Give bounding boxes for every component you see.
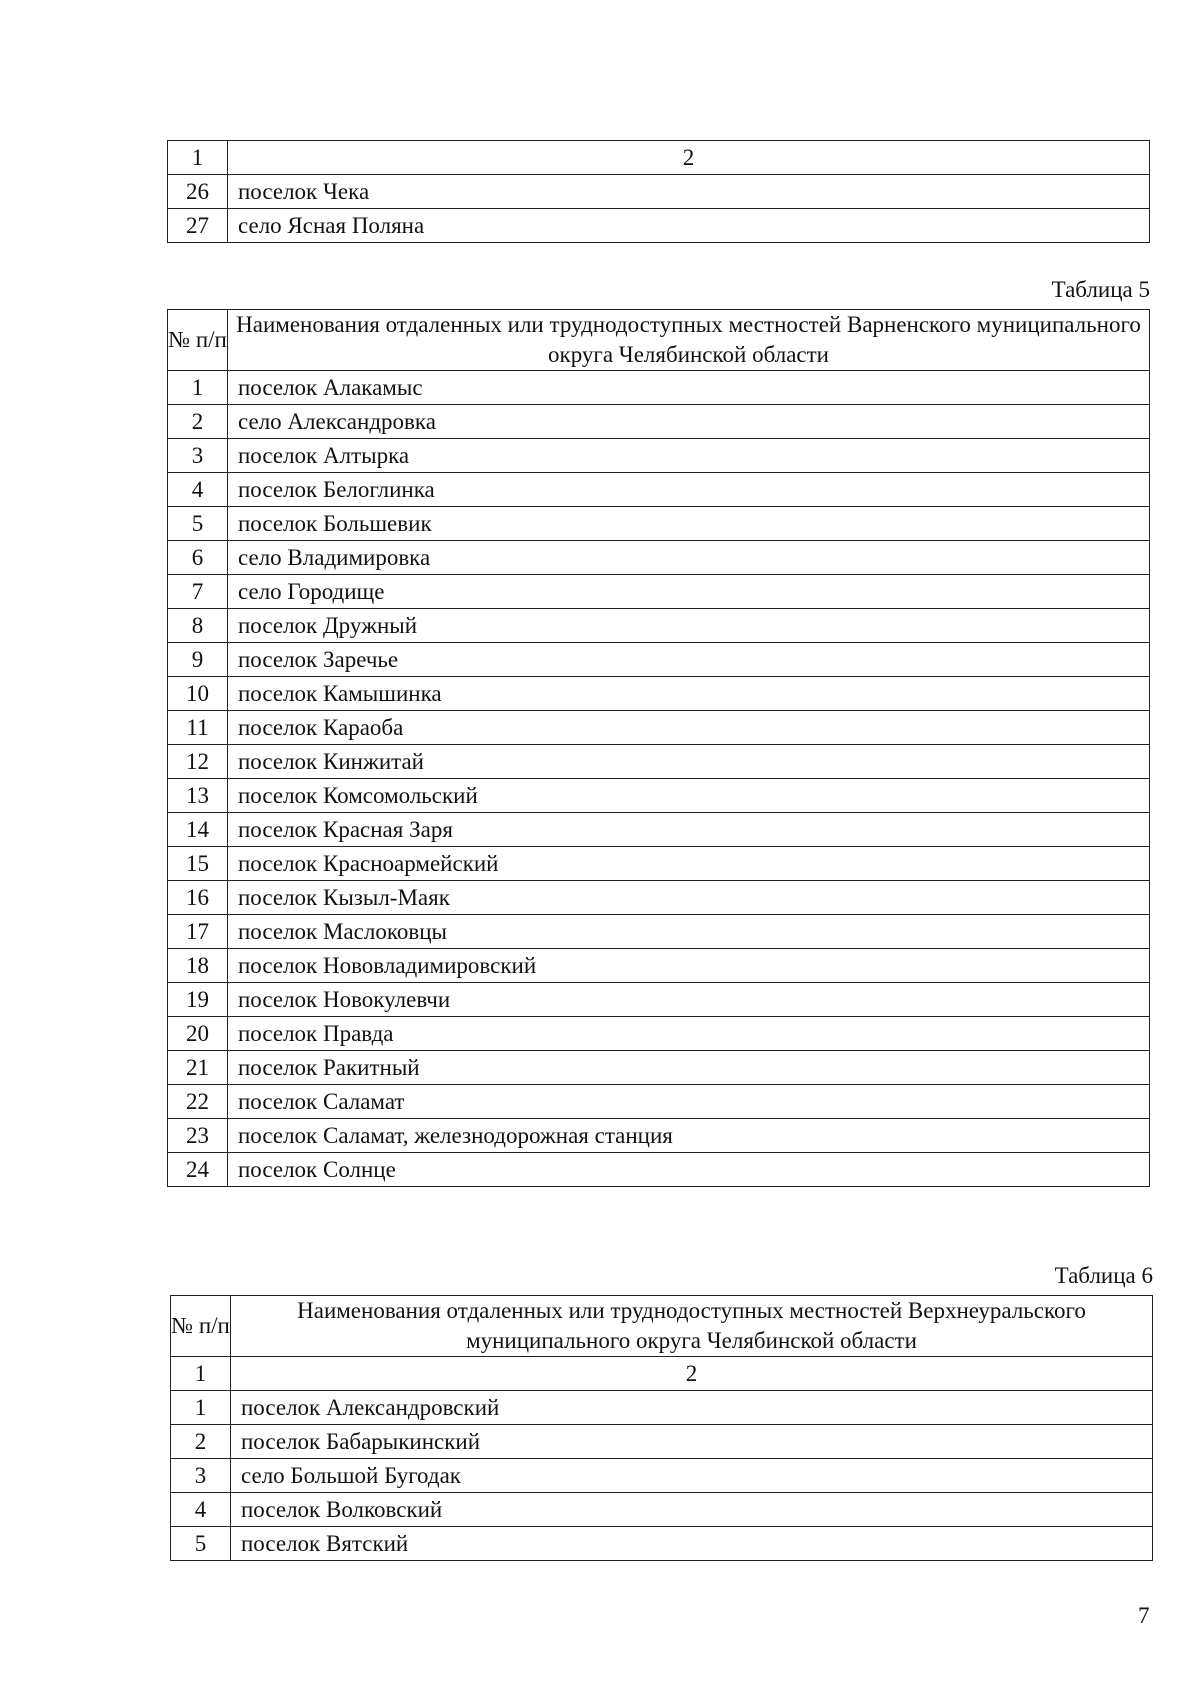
- row-number: 17: [168, 915, 228, 949]
- table-5-caption: Таблица 5: [1051, 277, 1150, 302]
- row-number: 19: [168, 983, 228, 1017]
- locality-name: село Большой Бугодак: [231, 1459, 1153, 1493]
- table-row: [168, 745, 1150, 779]
- row-number: 12: [168, 745, 228, 779]
- table-row: [168, 371, 1150, 405]
- locality-name: поселок Волковский: [231, 1493, 1153, 1527]
- table-row: [168, 609, 1150, 643]
- table-row: [168, 643, 1150, 677]
- table-5: [167, 309, 1150, 1187]
- row-number: 4: [171, 1493, 231, 1527]
- locality-name: поселок Чека: [228, 175, 1150, 209]
- table-row: [168, 915, 1150, 949]
- column-number-row: [171, 1357, 1153, 1391]
- table-row: [168, 209, 1150, 243]
- locality-name: поселок Ракитный: [228, 1051, 1150, 1085]
- locality-name: поселок Кызыл-Маяк: [228, 881, 1150, 915]
- row-number: 3: [168, 439, 228, 473]
- column-number-1: 1: [171, 1357, 231, 1391]
- locality-name: поселок Красная Заря: [228, 813, 1150, 847]
- table-row: [168, 1017, 1150, 1051]
- header-number-column: № п/п: [168, 310, 228, 371]
- table-row: [168, 983, 1150, 1017]
- locality-name: поселок Заречье: [228, 643, 1150, 677]
- row-number: 11: [168, 711, 228, 745]
- locality-name: поселок Саламат: [228, 1085, 1150, 1119]
- table-row: [168, 575, 1150, 609]
- locality-name: село Александровка: [228, 405, 1150, 439]
- table-row: [168, 439, 1150, 473]
- row-number: 10: [168, 677, 228, 711]
- locality-name: поселок Белоглинка: [228, 473, 1150, 507]
- table-row: [171, 1425, 1153, 1459]
- table-row: [171, 1391, 1153, 1425]
- column-number-2: 2: [228, 141, 1150, 175]
- locality-name: поселок Алакамыс: [228, 371, 1150, 405]
- locality-name: поселок Вятский: [231, 1527, 1153, 1561]
- column-number-1: 1: [168, 141, 228, 175]
- row-number: 3: [171, 1459, 231, 1493]
- table-6-header-row: [171, 1296, 1153, 1357]
- row-number: 6: [168, 541, 228, 575]
- header-title: Наименования отдаленных или труднодоступных местностей Верхнеуральского муниципального округа Челябинской области: [231, 1296, 1153, 1357]
- row-number: 26: [168, 175, 228, 209]
- table-6: [170, 1295, 1153, 1561]
- table-row: [168, 949, 1150, 983]
- row-number: 5: [171, 1527, 231, 1561]
- table-row: [168, 541, 1150, 575]
- row-number: 13: [168, 779, 228, 813]
- locality-name: поселок Дружный: [228, 609, 1150, 643]
- table-row: [168, 779, 1150, 813]
- locality-name: село Ясная Поляна: [228, 209, 1150, 243]
- row-number: 21: [168, 1051, 228, 1085]
- row-number: 2: [171, 1425, 231, 1459]
- table-row: [168, 1085, 1150, 1119]
- locality-name: село Владимировка: [228, 541, 1150, 575]
- row-number: 14: [168, 813, 228, 847]
- table-5-body: [168, 371, 1150, 1187]
- table-row: [168, 175, 1150, 209]
- table-row: [171, 1527, 1153, 1561]
- table-row: [168, 881, 1150, 915]
- row-number: 5: [168, 507, 228, 541]
- locality-name: поселок Бабарыкинский: [231, 1425, 1153, 1459]
- table-row: [168, 677, 1150, 711]
- table-row: [168, 813, 1150, 847]
- continued-table: [167, 140, 1150, 243]
- row-number: 20: [168, 1017, 228, 1051]
- locality-name: поселок Солнце: [228, 1153, 1150, 1187]
- locality-name: поселок Правда: [228, 1017, 1150, 1051]
- locality-name: поселок Караоба: [228, 711, 1150, 745]
- continued-table-body: [168, 141, 1150, 243]
- locality-name: поселок Маслоковцы: [228, 915, 1150, 949]
- row-number: 16: [168, 881, 228, 915]
- page-number: 7: [1138, 1603, 1150, 1628]
- locality-name: поселок Комсомольский: [228, 779, 1150, 813]
- locality-name: поселок Нововладимировский: [228, 949, 1150, 983]
- table-row: [168, 507, 1150, 541]
- table-row: [171, 1459, 1153, 1493]
- row-number: 1: [168, 371, 228, 405]
- table-row: [168, 711, 1150, 745]
- table-row: [171, 1493, 1153, 1527]
- row-number: 15: [168, 847, 228, 881]
- locality-name: поселок Александровский: [231, 1391, 1153, 1425]
- table-5-header-row: [168, 310, 1150, 371]
- row-number: 23: [168, 1119, 228, 1153]
- table-6-caption: Таблица 6: [1054, 1263, 1153, 1288]
- table-row: [168, 473, 1150, 507]
- locality-name: поселок Алтырка: [228, 439, 1150, 473]
- column-number-row: [168, 141, 1150, 175]
- row-number: 9: [168, 643, 228, 677]
- row-number: 7: [168, 575, 228, 609]
- locality-name: поселок Камышинка: [228, 677, 1150, 711]
- row-number: 4: [168, 473, 228, 507]
- row-number: 22: [168, 1085, 228, 1119]
- column-number-2: 2: [231, 1357, 1153, 1391]
- table-row: [168, 405, 1150, 439]
- row-number: 18: [168, 949, 228, 983]
- row-number: 1: [171, 1391, 231, 1425]
- row-number: 27: [168, 209, 228, 243]
- row-number: 2: [168, 405, 228, 439]
- table-row: [168, 1153, 1150, 1187]
- header-title: Наименования отдаленных или труднодоступных местностей Варненского муниципального округа Челябинской области: [228, 310, 1150, 371]
- table-6-body: [171, 1357, 1153, 1561]
- row-number: 8: [168, 609, 228, 643]
- locality-name: поселок Большевик: [228, 507, 1150, 541]
- locality-name: поселок Саламат, железнодорожная станция: [228, 1119, 1150, 1153]
- table-row: [168, 847, 1150, 881]
- locality-name: поселок Красноармейский: [228, 847, 1150, 881]
- locality-name: поселок Новокулевчи: [228, 983, 1150, 1017]
- row-number: 24: [168, 1153, 228, 1187]
- locality-name: село Городище: [228, 575, 1150, 609]
- locality-name: поселок Кинжитай: [228, 745, 1150, 779]
- table-row: [168, 1119, 1150, 1153]
- header-number-column: № п/п: [171, 1296, 231, 1357]
- table-row: [168, 1051, 1150, 1085]
